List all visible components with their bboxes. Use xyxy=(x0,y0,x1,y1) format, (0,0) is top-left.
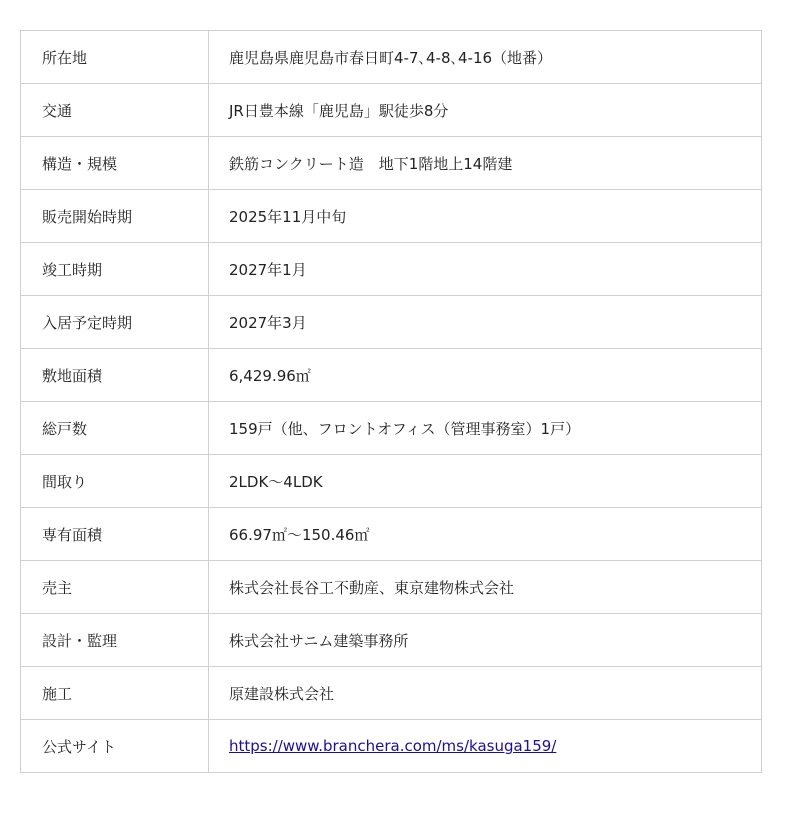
row-value: 159戸（他、フロントオフィス（管理事務室）1戸） xyxy=(209,402,762,455)
table-row xyxy=(21,455,762,508)
table-row xyxy=(21,720,762,773)
table-row xyxy=(21,243,762,296)
table-row xyxy=(21,508,762,561)
row-label: 売主 xyxy=(21,561,209,614)
row-label: 設計・監理 xyxy=(21,614,209,667)
table-row xyxy=(21,84,762,137)
row-label: 販売開始時期 xyxy=(21,190,209,243)
row-label: 間取り xyxy=(21,455,209,508)
official-site-link[interactable]: https://www.branchera.com/ms/kasuga159/ xyxy=(229,737,557,755)
table-row xyxy=(21,296,762,349)
property-spec-table xyxy=(20,30,762,773)
row-label: 入居予定時期 xyxy=(21,296,209,349)
row-label: 公式サイト xyxy=(21,720,209,773)
row-value: 株式会社長谷工不動産、東京建物株式会社 xyxy=(209,561,762,614)
table-row xyxy=(21,31,762,84)
row-value: 66.97㎡～150.46㎡ xyxy=(209,508,762,561)
row-label: 竣工時期 xyxy=(21,243,209,296)
row-value: 󠄀原建設株式会社 xyxy=(209,667,762,720)
row-value: 2025年11月中旬 xyxy=(209,190,762,243)
row-value: 鉄筋コンクリート造 地下1階地上14階建 xyxy=(209,137,762,190)
row-value: JR日豊本線「鹿児島」駅徒歩8分 xyxy=(209,84,762,137)
row-value: 2027年3月 xyxy=(209,296,762,349)
row-value: 6,429.96㎡ xyxy=(209,349,762,402)
row-label: 構造・規模 xyxy=(21,137,209,190)
row-label: 敷地面積 xyxy=(21,349,209,402)
table-row xyxy=(21,190,762,243)
table-row xyxy=(21,614,762,667)
row-label: 施工 xyxy=(21,667,209,720)
row-value: 2LDK～4LDK xyxy=(209,455,762,508)
row-label: 交通 xyxy=(21,84,209,137)
row-value xyxy=(209,720,762,773)
row-label: 専有面積 xyxy=(21,508,209,561)
table-row xyxy=(21,349,762,402)
table-row xyxy=(21,137,762,190)
row-value: 2027年1月 xyxy=(209,243,762,296)
row-value: 株式会社サニム建築事務所 xyxy=(209,614,762,667)
row-label: 所在地 xyxy=(21,31,209,84)
table-row xyxy=(21,667,762,720)
row-value: 鹿児島県鹿児島市春日町4-7､4-8､4-16（地番） xyxy=(209,31,762,84)
table-row xyxy=(21,402,762,455)
table-row xyxy=(21,561,762,614)
row-label: 総戸数 xyxy=(21,402,209,455)
